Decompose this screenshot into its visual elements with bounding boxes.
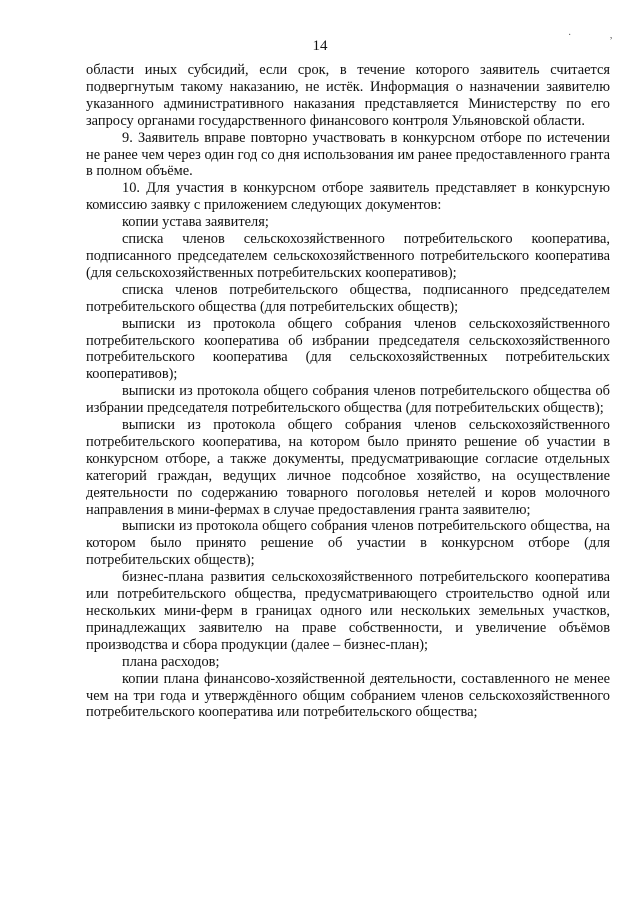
paragraph: области иных субсидий, если срок, в течение которого заявитель считается подвергнутым такому наказанию, не истёк. Информация о назначении заявителю указанного административного наказания представляется Министерству по его запросу органами государственного финансового контроля Ульяновской области. bbox=[86, 62, 610, 129]
paragraph: выписки из протокола общего собрания членов сельскохозяйственного потребительского кооператива, на котором было принято решение об участии в конкурсном отборе, а также документы, предусматривающие согласие отдельных категорий граждан, ведущих личное подсобное хозяйство, на осуществление деятельности по содержанию товарного поголовья нетелей и коров молочного направления в мини-фермах в случае предоставления гранта заявителю; bbox=[86, 417, 610, 518]
paragraph: копии плана финансово-хозяйственной деятельности, составленного не менее чем на три года и утверждённого общим собранием членов сельскохозяйственного потребительского кооператива или потребительского общества; bbox=[86, 670, 610, 721]
paragraph: выписки из протокола общего собрания членов сельскохозяйственного потребительского кооператива об избрании председателя сельскохозяйственного потребительского кооператива (для сельскохозяйственных потребительских кооперативов); bbox=[86, 315, 610, 383]
document-body bbox=[86, 62, 610, 721]
paragraph: 9. Заявитель вправе повторно участвовать в конкурсном отборе по истечении не ранее чем через один год со дня использования им ранее предоставленного гранта в полном объёме. bbox=[86, 129, 610, 180]
paragraph: выписки из протокола общего собрания членов потребительского общества, на котором было принято решение об участии в конкурсном отборе (для потребительских обществ); bbox=[86, 518, 610, 569]
paragraph: копии устава заявителя; bbox=[122, 214, 269, 231]
paragraph: выписки из протокола общего собрания членов потребительского общества об избрании председателя потребительского общества (для потребительских обществ); bbox=[86, 383, 610, 417]
paragraph: списка членов сельскохозяйственного потребительского кооператива, подписанного председателем сельскохозяйственного потребительского кооператива (для сельскохозяйственных потребительских кооперативов); bbox=[86, 231, 610, 281]
corner-marks: · , bbox=[568, 30, 631, 41]
page-number: 14 bbox=[312, 38, 328, 54]
paragraph: плана расходов; bbox=[122, 653, 220, 670]
paragraph: 10. Для участия в конкурсном отборе заявитель представляет в конкурсную комиссию заявку с приложением следующих документов: bbox=[86, 180, 610, 214]
paragraph: списка членов потребительского общества, подписанного председателем потребительского общества (для потребительских обществ); bbox=[86, 281, 610, 315]
paragraph: бизнес-плана развития сельскохозяйственного потребительского кооператива или потребительского общества, предусматривающего строительство одной или нескольких мини-ферм в границах одного или нескольких земельных участков, принадлежащих заявителю на праве собственности, и увеличение объёмов производства и сбора продукции (далее – бизнес-план); bbox=[86, 569, 610, 653]
